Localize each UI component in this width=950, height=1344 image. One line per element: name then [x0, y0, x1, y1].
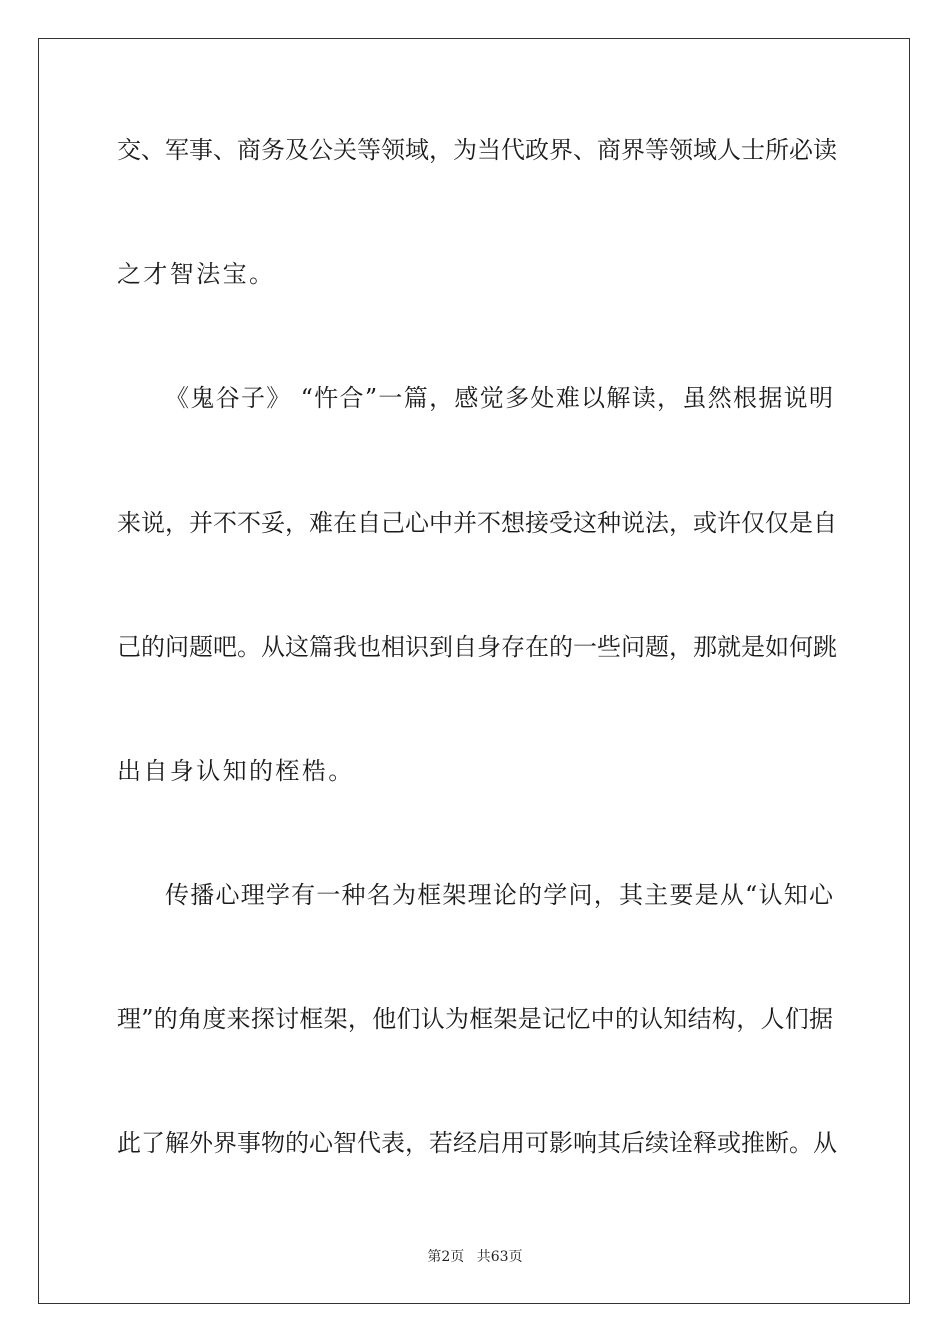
- text-line: 此了解外界事物的心智代表，若经启用可影响其后续诠释或推断。从: [117, 1129, 837, 1157]
- paragraph-first-line: 《鬼谷子》 “忤合”一篇，感觉多处难以解读，虽然根据说明: [165, 384, 833, 412]
- text-line: 交、军事、商务及公关等领域，为当代政界、商界等领域人士所必读: [117, 136, 837, 164]
- page-total: 共63页: [476, 1249, 523, 1265]
- text-line: 己的问题吧。从这篇我也相识到自身存在的一些问题，那就是如何跳: [117, 633, 837, 661]
- text-line: 来说，并不不妥，难在自己心中并不想接受这种说法，或许仅仅是自: [117, 509, 837, 537]
- page-number: 第2页: [427, 1249, 465, 1265]
- text-line: 之才智法宝。: [117, 260, 276, 288]
- page-footer: [0, 1248, 950, 1266]
- page-border: [38, 38, 910, 1304]
- paragraph-first-line: 传播心理学有一种名为框架理论的学问，其主要是从“认知心: [165, 881, 833, 909]
- text-line: 出自身认知的桎梏。: [117, 757, 355, 785]
- text-line: 理”的角度来探讨框架，他们认为框架是记忆中的认知结构，人们据: [117, 1005, 833, 1033]
